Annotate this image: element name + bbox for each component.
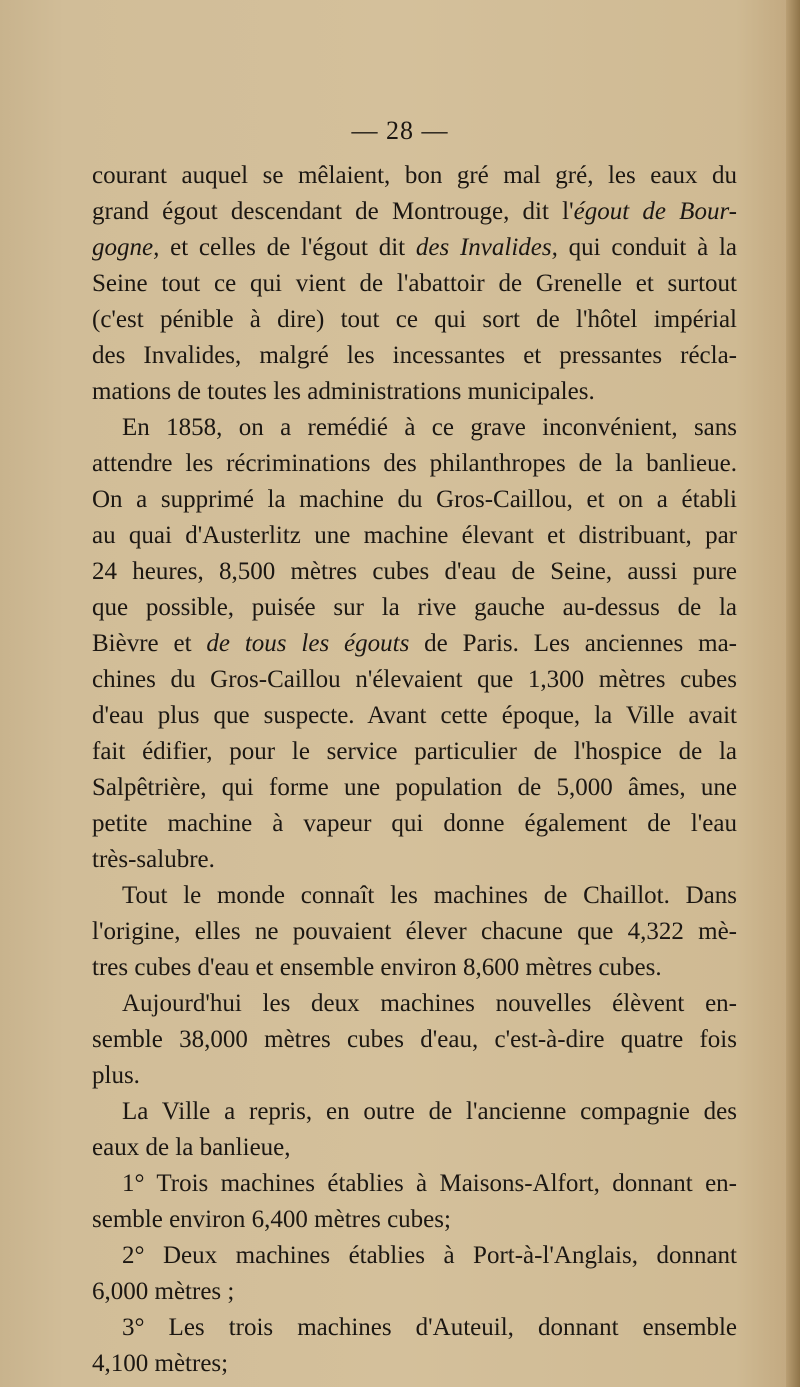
text-run: Aujourd'hui les deux machines nouvelles élèvent en- [122,990,737,1017]
text-run: l'origine, elles ne pouvaient élever chacune que 4,322 mè- [92,918,737,945]
italic-run: gogne, [92,234,160,261]
text-run: La Ville a repris, en outre de l'ancienne compagnie des [122,1098,737,1125]
text-line [92,518,737,554]
text-line [92,878,737,914]
text-line [92,1202,737,1238]
text-run: (c'est pénible à dire) tout ce qui sort de l'hôtel impérial [92,306,737,333]
text-line [92,626,737,662]
text-run: 2° Deux machines établies à Port-à-l'Anglais, donnant [122,1242,737,1269]
text-line [92,1022,737,1058]
text-run: mations de toutes les administrations municipales. [92,378,595,405]
text-line [92,194,737,230]
text-line [92,266,737,302]
text-run: tres cubes d'eau et ensemble environ 8,600 mètres cubes. [92,954,662,981]
text-run: très-salubre. [92,846,215,873]
page-number-header: — 28 — [351,116,449,145]
text-line [92,1094,737,1130]
text-line [92,230,737,266]
body-text [92,158,737,1382]
text-run: courant auquel se mêlaient, bon gré mal gré, les eaux du [92,162,737,189]
text-run: 4,100 mètres; [92,1350,229,1377]
text-line [92,590,737,626]
text-run: au quai d'Austerlitz une machine élevant et distribuant, par [92,522,737,549]
text-line [92,374,737,410]
text-line [92,806,737,842]
text-line [92,1274,737,1310]
text-line [92,914,737,950]
text-run: Tout le monde connaît les machines de Chaillot. Dans [122,882,737,909]
italic-run: de tous les égouts [206,630,410,657]
text-line [92,554,737,590]
text-run: 1° Trois machines établies à Maisons-Alfort, donnant en- [122,1170,737,1197]
text-line [92,1058,737,1094]
text-run: que possible, puisée sur la rive gauche au-dessus de la [92,594,737,621]
text-run: et celles de l'égout dit [159,234,416,261]
text-line [92,950,737,986]
text-line [92,698,737,734]
text-run: petite machine à vapeur qui donne également de l'eau [92,810,737,837]
text-line [92,770,737,806]
text-run: Salpêtrière, qui forme une population de 5,000 âmes, une [92,774,737,801]
text-run: qui conduit à la [557,234,738,261]
text-run: Seine tout ce qui vient de l'abattoir de Grenelle et surtout [92,270,737,297]
text-line [92,1310,737,1346]
italic-run: égout de Bour- [573,198,738,225]
text-line [92,410,737,446]
italic-run: des Invalides, [415,234,558,261]
text-line [92,1166,737,1202]
text-run: fait édifier, pour le service particulier de l'hospice de la [92,738,737,765]
text-run: semble environ 6,400 mètres cubes; [92,1206,451,1233]
text-run: eaux de la banlieue, [92,1134,291,1161]
text-line [92,662,737,698]
text-run: des Invalides, malgré les incessantes et pressantes récla- [92,342,737,369]
text-line [92,302,737,338]
text-run: semble 38,000 mètres cubes d'eau, c'est-à-dire quatre fois [92,1026,737,1053]
text-run: d'eau plus que suspecte. Avant cette époque, la Ville avait [92,702,737,729]
text-line [92,1130,737,1166]
text-line [92,338,737,374]
text-run: On a supprimé la machine du Gros-Caillou, et on a établi [92,486,737,513]
text-line [92,842,737,878]
text-line [92,986,737,1022]
text-line [92,482,737,518]
text-run: 3° Les trois machines d'Auteuil, donnant ensemble [122,1314,737,1341]
page-edge [786,0,800,1387]
text-line [92,1238,737,1274]
text-run: En 1858, on a remédié à ce grave inconvénient, sans [122,414,737,441]
text-line [92,1346,737,1382]
text-run: attendre les récriminations des philanthropes de la banlieue. [92,450,737,477]
text-line [92,158,737,194]
text-run: de Paris. Les anciennes ma- [409,630,737,657]
text-run: 24 heures, 8,500 mètres cubes d'eau de Seine, aussi pure [92,558,737,585]
text-run: chines du Gros-Caillou n'élevaient que 1,300 mètres cubes [92,666,737,693]
text-line [92,734,737,770]
text-run: Bièvre et [92,630,207,657]
text-run: 6,000 mètres ; [92,1278,235,1305]
text-run: plus. [92,1062,140,1089]
text-run: grand égout descendant de Montrouge, dit l' [92,198,574,225]
text-line [92,446,737,482]
